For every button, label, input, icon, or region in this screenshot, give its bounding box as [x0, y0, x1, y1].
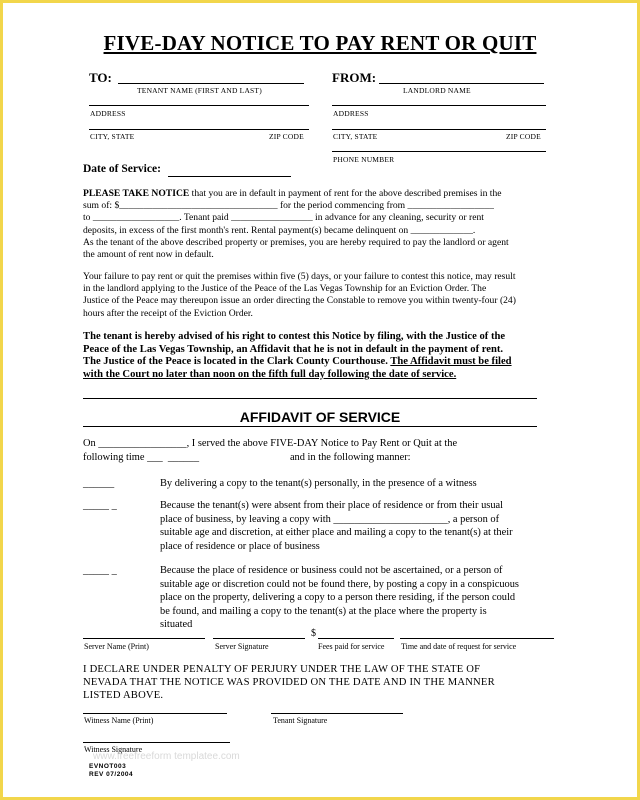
notice-line4: deposits, in excess of the first month's rent. Rental payment(s) became delinquent on _____________.: [83, 224, 476, 236]
advisory-affidavit-deadline: The Affidavit must be filed: [390, 356, 512, 368]
landlord-name-caption: LANDLORD NAME: [403, 86, 471, 95]
option2-line2: place of business, by leaving a copy with ______________________, a person of: [160, 513, 500, 525]
declaration-line2: NEVADA THAT THE NOTICE WAS PROVIDED ON THE DATE AND IN THE MANNER: [83, 677, 495, 689]
date-of-service-label: Date of Service:: [83, 163, 161, 175]
server-signature-caption: Server Signature: [215, 642, 269, 651]
landlord-phone-line[interactable]: [332, 151, 546, 152]
landlord-address-line[interactable]: [332, 105, 546, 106]
notice-lead: PLEASE TAKE NOTICE: [83, 188, 190, 199]
option2-line3: suitable age and discretion, at either place and mailing a copy to the tenant(s) at their: [160, 527, 513, 539]
option2-line4: place of residence or place of business: [160, 540, 320, 552]
tenant-name-line[interactable]: [118, 83, 304, 84]
landlord-city-caption: CITY, STATE: [333, 132, 378, 141]
option2-text: [160, 499, 560, 553]
declaration-line1: I DECLARE UNDER PENALTY OF PERJURY UNDER THE LAW OF THE STATE OF: [83, 664, 481, 675]
option3-line1: Because the place of residence or business could not be ascertained, or a person of: [160, 565, 503, 576]
form-code: EVNOT003: [89, 763, 127, 770]
landlord-address-caption: ADDRESS: [333, 109, 369, 118]
declaration-line3: LISTED ABOVE.: [83, 690, 164, 702]
time-date-line[interactable]: [400, 638, 554, 639]
perjury-declaration: [83, 663, 563, 703]
time-date-caption: Time and date of request for service: [401, 642, 517, 651]
from-label: FROM:: [332, 70, 377, 85]
failure-line1: Your failure to pay rent or quit the premises within five (5) days, or your failure to contest this notice, may result: [83, 271, 516, 282]
affidavit-intro-line1: On _________________, I served the above FIVE-DAY Notice to Pay Rent or Quit at the: [83, 438, 458, 449]
form-revision: REV 07/2004: [89, 771, 134, 778]
server-name-caption: Server Name (Print): [84, 642, 149, 651]
option2-line1: Because the tenant(s) were absent from their place of residence or from their usual: [160, 500, 504, 511]
notice-line3: to __________________. Tenant paid _________________ in advance for any cleaning, security or rent: [83, 212, 484, 224]
option3-line2: suitable age or discretion could not be found there, by posting a copy in a conspicuous: [160, 578, 519, 590]
landlord-phone-caption: PHONE NUMBER: [333, 155, 395, 164]
affidavit-title-underline: [83, 426, 537, 427]
option3-line3: place on the property, delivering a copy to a person there residing, if the person could: [160, 592, 516, 604]
witness-signature-caption: Witness Signature: [84, 745, 143, 754]
notice-line1: that you are in default in payment of rent for the above described premises in the: [189, 188, 502, 199]
option2-blank[interactable]: _____ _: [83, 500, 117, 511]
notice-paragraph: [83, 188, 553, 261]
option3-line5: situated: [160, 619, 193, 631]
option3-line4: be found, and mailing a copy to the tenant(s) at the place where the property is: [160, 605, 487, 617]
document-title: FIVE-DAY NOTICE TO PAY RENT OR QUIT: [103, 31, 537, 55]
to-label: TO:: [89, 70, 112, 85]
affidavit-title: AFFIDAVIT OF SERVICE: [239, 409, 401, 425]
witness-name-line[interactable]: [83, 713, 227, 714]
affidavit-intro-line2: following time ___ ______ and in the following manner:: [83, 451, 411, 463]
tenant-signature-caption: Tenant Signature: [273, 716, 328, 725]
fees-caption: Fees paid for service: [318, 642, 385, 651]
landlord-zip-caption: ZIP CODE: [506, 132, 541, 141]
notice-line6: the amount of rent now in default.: [83, 249, 214, 261]
witness-name-caption: Witness Name (Print): [84, 716, 154, 725]
tenant-signature-line[interactable]: [271, 713, 403, 714]
failure-line2: in the landlord applying to the Justice of the Peace of the Las Vegas Township for an Eviction Order. The: [83, 283, 487, 295]
section-divider: [83, 398, 537, 399]
option3-text: [160, 564, 560, 632]
advisory-line1: The tenant is hereby advised of his right to contest this Notice by filing, with the Justice of the: [83, 331, 506, 342]
option1-blank[interactable]: ______: [83, 478, 115, 489]
server-name-line[interactable]: [83, 638, 205, 639]
tenant-city-line[interactable]: [89, 129, 309, 130]
option1-text: By delivering a copy to the tenant(s) personally, in the presence of a witness: [160, 478, 477, 489]
tenant-name-caption: TENANT NAME (FIRST AND LAST): [137, 86, 262, 95]
advisory-line4: with the Court no later than noon on the fifth full day following the date of service.: [83, 368, 457, 380]
failure-line4: hours after the receipt of the Eviction Order.: [83, 307, 253, 319]
witness-signature-line[interactable]: [83, 742, 230, 743]
fees-line[interactable]: [318, 638, 394, 639]
landlord-name-line[interactable]: [379, 83, 544, 84]
fees-dollar-sign: $: [311, 628, 316, 639]
watermark: www.freefreeform templatee.com: [93, 751, 240, 762]
tenant-city-caption: CITY, STATE: [90, 132, 135, 141]
option3-blank[interactable]: _____ _: [83, 565, 117, 576]
date-of-service-line[interactable]: [168, 176, 291, 177]
failure-line3: Justice of the Peace may thereupon issue an order directing the Constable to remove you within twenty-four (24): [83, 295, 516, 307]
advisory-line3: The Justice of the Peace is located in the Clark County Courthouse.: [83, 356, 391, 368]
tenant-zip-caption: ZIP CODE: [269, 132, 304, 141]
affidavit-intro: [83, 437, 553, 464]
landlord-city-line[interactable]: [332, 129, 546, 130]
notice-line5: As the tenant of the above described property or premises, you are hereby required to pay the landlord or agent: [83, 236, 509, 248]
tenant-address-caption: ADDRESS: [90, 109, 126, 118]
server-signature-line[interactable]: [213, 638, 305, 639]
notice-line2: sum of: $_________________________________ for the period commencing from __________________: [83, 200, 494, 212]
advisory-line2: Peace of the Las Vegas Township, an Affidavit that he is not in default in the payment of rent.: [83, 343, 504, 355]
failure-paragraph: [83, 271, 563, 320]
tenant-address-line[interactable]: [89, 105, 309, 106]
advisory-paragraph: [83, 331, 563, 381]
